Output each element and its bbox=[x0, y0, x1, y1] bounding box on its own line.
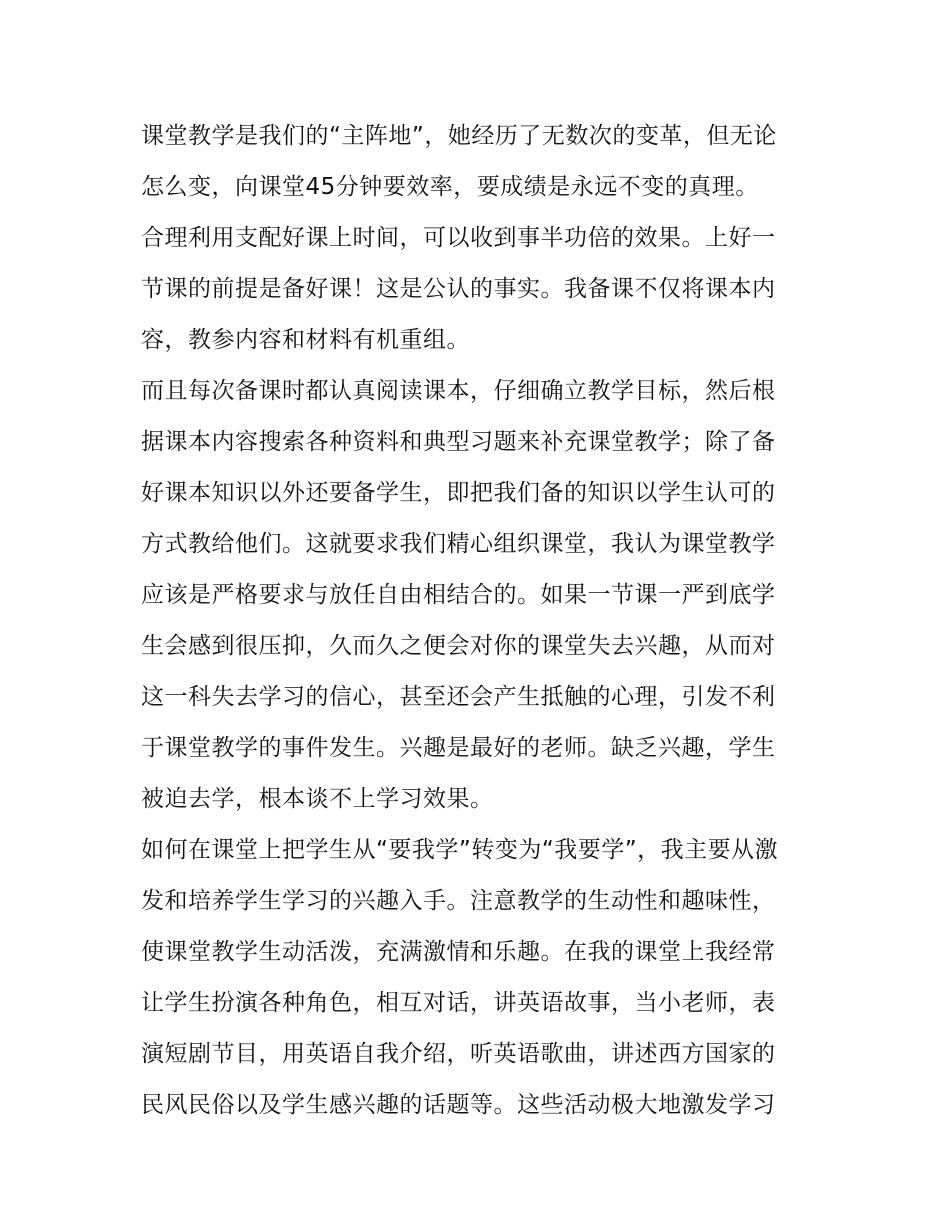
text-line: 演短剧节目，用英语自我介绍，听英语歌曲，讲述西方国家的 bbox=[141, 1041, 776, 1067]
text-line: 民风民俗以及学生感兴趣的话题等。这些活动极大地激发学习 bbox=[141, 1092, 776, 1118]
text-line: 生会感到很压抑，久而久之便会对你的课堂失去兴趣，从而对 bbox=[141, 633, 776, 659]
text-line: 怎么变，向课堂45分钟要效率，要成绩是永远不变的真理。 bbox=[141, 174, 759, 200]
text-line: 这一科失去学习的信心，甚至还会产生抵触的心理，引发不利 bbox=[141, 684, 776, 710]
text-line: 好课本知识以外还要备学生，即把我们备的知识以学生认可的 bbox=[141, 480, 776, 506]
text-line: 被迫去学，根本谈不上学习效果。 bbox=[141, 786, 494, 812]
text-line: 如何在课堂上把学生从“要我学”转变为“我要学”，我主要从激 bbox=[141, 837, 779, 863]
text-line: 课堂教学是我们的“主阵地”，她经历了无数次的变革，但无论 bbox=[141, 123, 777, 149]
text-line: 容，教参内容和材料有机重组。 bbox=[141, 327, 470, 353]
document-body bbox=[141, 111, 813, 1131]
text-line: 据课本内容搜索各种资料和典型习题来补充课堂教学；除了备 bbox=[141, 429, 776, 455]
text-line: 发和培养学生学习的兴趣入手。注意教学的生动性和趣味性， bbox=[141, 888, 776, 914]
text-line: 合理利用支配好课上时间，可以收到事半功倍的效果。上好一 bbox=[141, 225, 776, 251]
text-line: 节课的前提是备好课！这是公认的事实。我备课不仅将课本内 bbox=[141, 276, 776, 302]
text-line: 让学生扮演各种角色，相互对话，讲英语故事，当小老师，表 bbox=[141, 990, 776, 1016]
text-line: 于课堂教学的事件发生。兴趣是最好的老师。缺乏兴趣，学生 bbox=[141, 735, 776, 761]
text-line: 使课堂教学生动活泼，充满激情和乐趣。在我的课堂上我经常 bbox=[141, 939, 776, 965]
text-line: 方式教给他们。这就要求我们精心组织课堂，我认为课堂教学 bbox=[141, 531, 776, 557]
text-line: 而且每次备课时都认真阅读课本，仔细确立教学目标，然后根 bbox=[141, 378, 776, 404]
text-line: 应该是严格要求与放任自由相结合的。如果一节课一严到底学 bbox=[141, 582, 776, 608]
